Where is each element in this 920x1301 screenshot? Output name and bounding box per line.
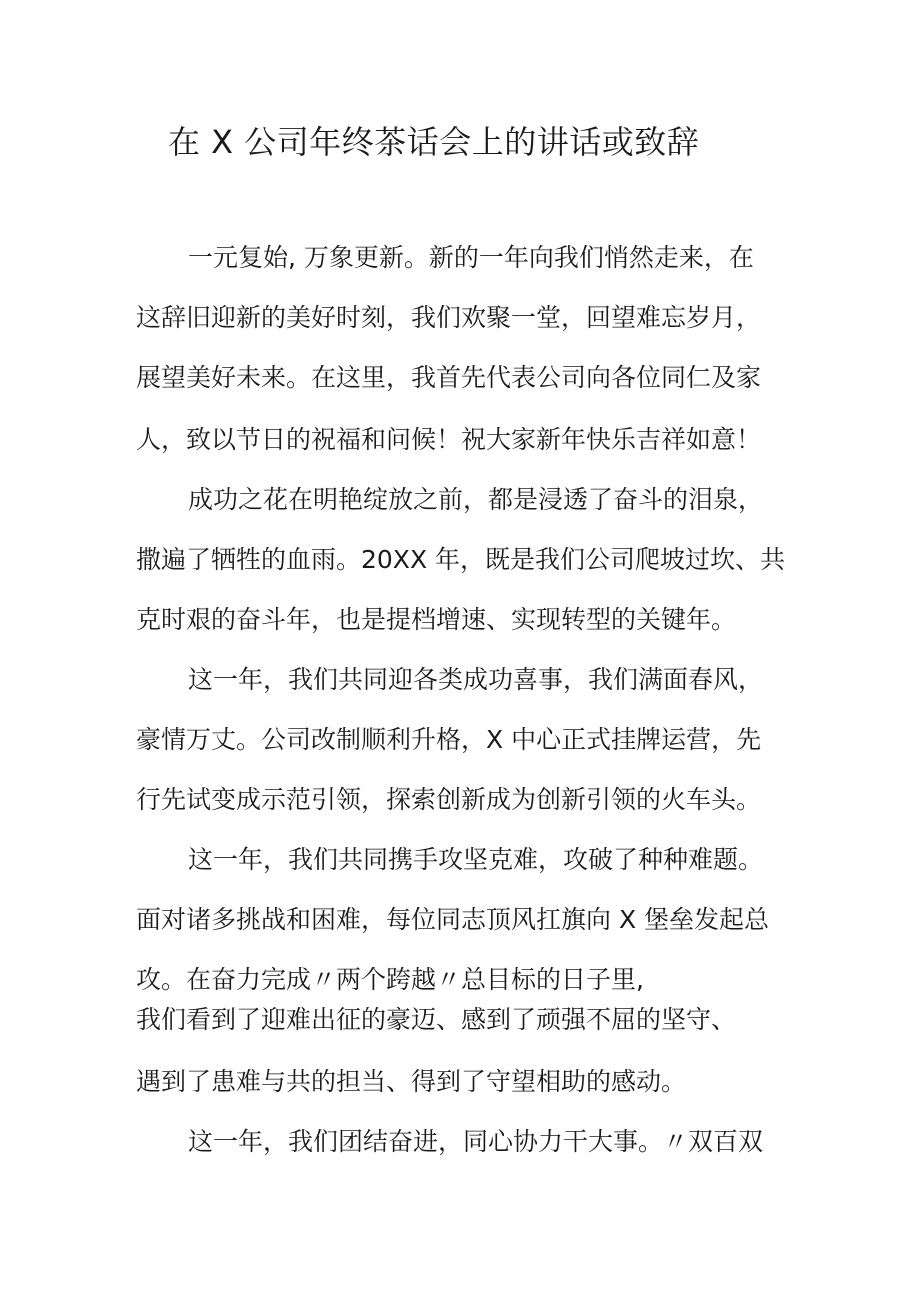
paragraph-line: 这辞旧迎新的美好时刻，我们欢聚一堂，回望难忘岁月， — [136, 303, 762, 332]
paragraph-line: 一元复始, 万象更新。新的一年向我们悄然走来，在 — [188, 243, 754, 272]
paragraph-line: 行先试变成示范引领，探索创新成为创新引领的火车头。 — [136, 785, 762, 814]
paragraph-line: 成功之花在明艳绽放之前，都是浸透了奋斗的泪泉， — [188, 485, 764, 514]
paragraph-line: 展望美好未来。在这里，我首先代表公司向各位同仁及家 — [136, 363, 762, 392]
paragraph-line: 面对诸多挑战和困难，每位同志顶风扛旗向 X 堡垒发起总 — [136, 905, 770, 934]
paragraph-line: 这一年，我们共同携手攻坚克难，攻破了种种难题。 — [188, 845, 764, 874]
paragraph-line: 遇到了患难与共的担当、得到了守望相助的感动。 — [136, 1067, 687, 1096]
paragraph-line: 人，致以节日的祝福和问候！祝大家新年快乐吉祥如意！ — [136, 425, 762, 454]
paragraph-line: 攻。在奋力完成〃两个跨越〃总目标的日子里, — [136, 965, 644, 994]
paragraph-line: 豪情万丈。公司改制顺利升格，X 中心正式挂牌运营，先 — [136, 725, 762, 754]
paragraph-line: 这一年，我们团结奋进，同心协力干大事。〃双百双 — [188, 1127, 764, 1156]
document-title: 在 X 公司年终茶话会上的讲话或致辞 — [168, 123, 700, 161]
paragraph-line: 我们看到了迎难出征的豪迈、感到了顽强不屈的坚守、 — [136, 1005, 737, 1034]
paragraph-line: 这一年，我们共同迎各类成功喜事，我们满面春风， — [188, 665, 764, 694]
paragraph-line: 撒遍了牺牲的血雨。20XX 年，既是我们公司爬坡过坎、共 — [136, 545, 786, 574]
paragraph-line: 克时艰的奋斗年，也是提档增速、实现转型的关键年。 — [136, 605, 737, 634]
